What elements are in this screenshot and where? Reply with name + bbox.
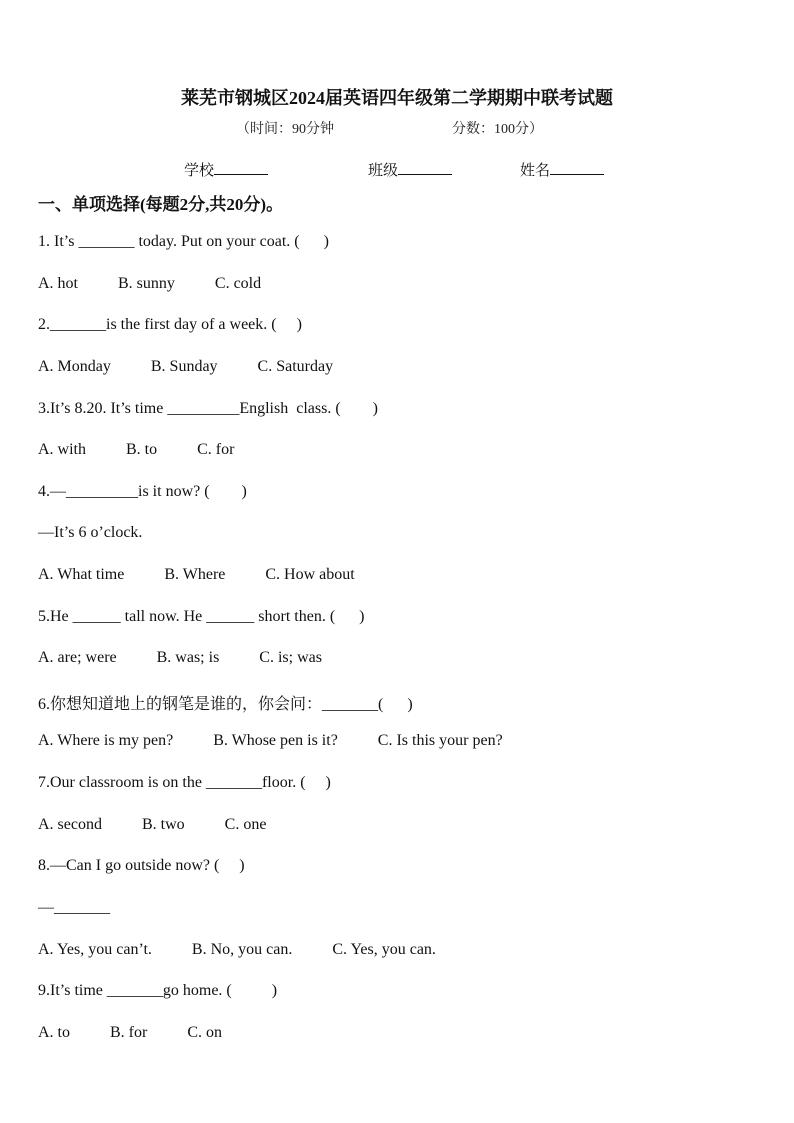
- exam-time: （时间：90分钟: [236, 122, 334, 137]
- class-field: [368, 159, 452, 180]
- question-7-options: A. second B. two C. one: [38, 816, 267, 833]
- question-1-options: A. hot B. sunny C. cold: [38, 275, 262, 292]
- section-title: 一、单项选择(每题2分,共20分)。: [38, 195, 284, 214]
- question-4-options: A. What time B. Where C. How about: [38, 566, 355, 583]
- school-label: 学校: [184, 163, 215, 179]
- class-label: 班级: [368, 163, 399, 179]
- question-6-stem: 6.你想知道地上的钢笔是谁的，你会问：_______( ): [38, 696, 413, 713]
- question-5-options: A. are; were B. was; is C. is; was: [38, 649, 322, 666]
- class-blank: [398, 160, 452, 175]
- name-field: [520, 159, 604, 180]
- name-label: 姓名: [520, 163, 551, 179]
- question-3-stem: 3.It’s 8.20. It’s time _________English class. ( ): [38, 400, 378, 417]
- exam-score: 分数：100分）: [452, 122, 543, 137]
- question-4-stem: 4.—_________is it now? ( ): [38, 483, 247, 500]
- question-4-answer: —It’s 6 o’clock.: [38, 524, 143, 541]
- school-blank: [214, 160, 268, 175]
- question-2-options: A. Monday B. Sunday C. Saturday: [38, 358, 334, 375]
- question-8-stem: 8.—Can I go outside now? ( ): [38, 857, 245, 874]
- name-blank: [550, 160, 604, 175]
- question-5-stem: 5.He ______ tall now. He ______ short then. ( ): [38, 608, 365, 625]
- question-1-stem: 1. It’s _______ today. Put on your coat. ( ): [38, 233, 329, 250]
- question-7-stem: 7.Our classroom is on the _______floor. ( ): [38, 774, 331, 791]
- question-8-options: A. Yes, you can’t. B. No, you can. C. Yes, you can.: [38, 941, 436, 958]
- question-3-options: A. with B. to C. for: [38, 441, 235, 458]
- question-2-stem: 2._______is the first day of a week. ( ): [38, 316, 302, 333]
- question-8-answer: —_______: [38, 899, 110, 916]
- question-9-stem: 9.It’s time _______go home. ( ): [38, 982, 278, 999]
- question-9-options: A. to B. for C. on: [38, 1024, 222, 1041]
- question-6-options: A. Where is my pen? B. Whose pen is it? C. Is this your pen?: [38, 732, 503, 749]
- school-field: [184, 159, 268, 180]
- exam-title: 莱芜市钢城区2024届英语四年级第二学期期中联考试题: [181, 88, 613, 108]
